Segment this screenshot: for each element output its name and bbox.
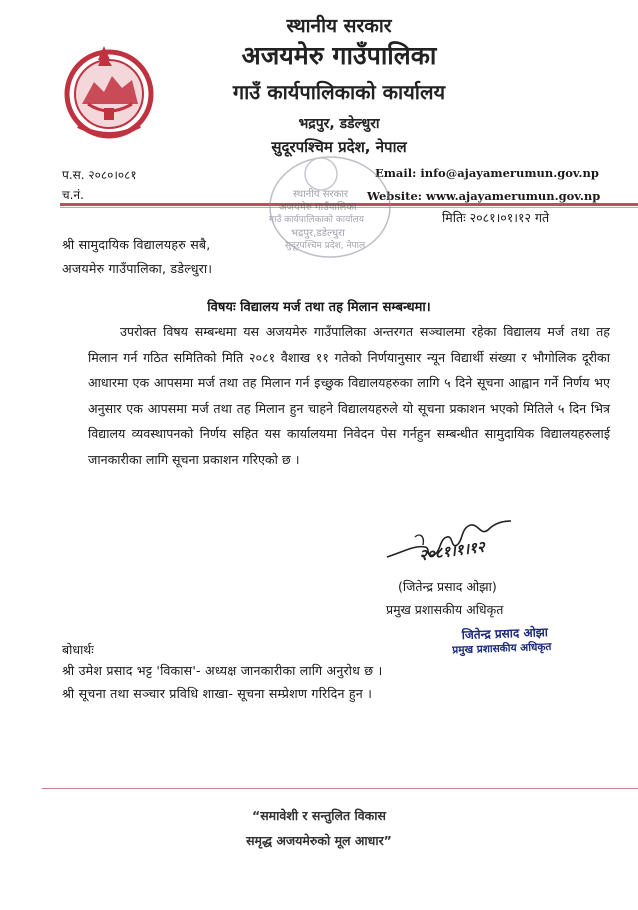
office-seal — [265, 152, 395, 262]
seal-text-3: गाउँ कार्यपालिकाको कार्यालय — [269, 215, 364, 225]
stamp-name: जितेन्द्र प्रसाद ओझा — [461, 625, 549, 643]
subject-line: विषयः विद्यालय मर्ज तथा तह मिलान सम्बन्धमा। — [207, 300, 431, 315]
reference-number: प.स. २०८०।०८१ — [62, 168, 137, 182]
cc-line2: श्री सूचना तथा सञ्चार प्रविधि शाखा- सूचना सम्प्रेशण गरिदिन हुन । — [62, 686, 373, 701]
seal-text-5: सुदूरपश्चिम प्रदेश, नेपाल — [285, 241, 366, 251]
dispatch-number: च.नं. — [62, 188, 84, 202]
recipient-line1: श्री सामुदायिक विद्यालयहरु सबै, — [62, 237, 211, 252]
website-address: Website: www.ajayamerumun.gov.np — [367, 189, 601, 203]
cc-line1: श्री उमेश प्रसाद भट्ट 'विकास'- अध्यक्ष जानकारीका लागि अनुरोध छ । — [62, 663, 383, 678]
email-address: Email: info@ajayamerumun.gov.np — [375, 166, 599, 180]
municipality-name: अजयमेरु गाउँपालिका — [241, 41, 437, 70]
signature — [385, 515, 515, 573]
letterhead-line1: स्थानीय सरकार — [286, 15, 392, 37]
officer-stamp — [452, 624, 593, 659]
letter-date: मितिः २०८१।०१।१२ गते — [442, 210, 550, 225]
seal-text-1: स्थानीय सरकार — [293, 189, 348, 200]
footer-slogan-line2: समृद्ध अजयमेरुको मूल आधार” — [246, 833, 392, 848]
province-line: सुदूरपश्चिम प्रदेश, नेपाल — [271, 138, 407, 156]
seal-text-2: अजयमेरु गाउँपालिका — [279, 202, 357, 213]
footer-rule — [42, 788, 638, 789]
office-name: गाउँ कार्यपालिकाको कार्यालय — [232, 80, 446, 104]
address-line: भद्रपुर, डडेल्धुरा — [298, 116, 380, 132]
signatory-title: प्रमुख प्रशासकीय अधिकृत — [386, 602, 504, 617]
stamp-title: प्रमुख प्रशासकीय अधिकृत — [452, 640, 552, 657]
seal-text-4: भद्रपुर,डडेल्धुरा — [291, 228, 345, 239]
signature-date: २०८१।१।१२ — [418, 537, 486, 565]
cc-heading: बोधार्थः — [62, 642, 94, 657]
letter-body: उपरोक्त विषय सम्बन्धमा यस अजयमेरु गाउँपालिका अन्तरगत सञ्चालमा रहेका विद्यालय मर्ज तथा तह मिलान गर्न गठित समितिको मिति २०८१ वैशाख ११ गतेको निर्णयानुसार न्यून विद्यार्थी संख्या र भौगोलिक दूरीका आधारमा एक आपसमा मर्ज तथा तह मिलान गर्न इच्छुक विद्यालयहरुका लागि ५ दिने सूचना आह्वान गर्ने निर्णय भए अनुसार एक आपसमा मर्ज तथा तह मिलान हुन चाहने विद्यालयहरुले यो सूचना प्रकाशन भएको मितिले ५ दिन भित्र विद्यालय व्यवस्थापनको निर्णय सहित यस कार्यालयमा निवेदन पेस गर्नहुन सम्बन्धीत सामुदायिक विद्यालयहरुलाई जानकारीका लागि सूचना प्रकाशन गरिएको छ । — [88, 324, 610, 467]
recipient-line2: अजयमेरु गाउँपालिका, डडेल्धुरा। — [62, 261, 213, 276]
footer-slogan-line1: “समावेशी र सन्तुलित विकास — [252, 808, 386, 823]
signatory-name: (जितेन्द्र प्रसाद ओझा) — [398, 579, 497, 594]
